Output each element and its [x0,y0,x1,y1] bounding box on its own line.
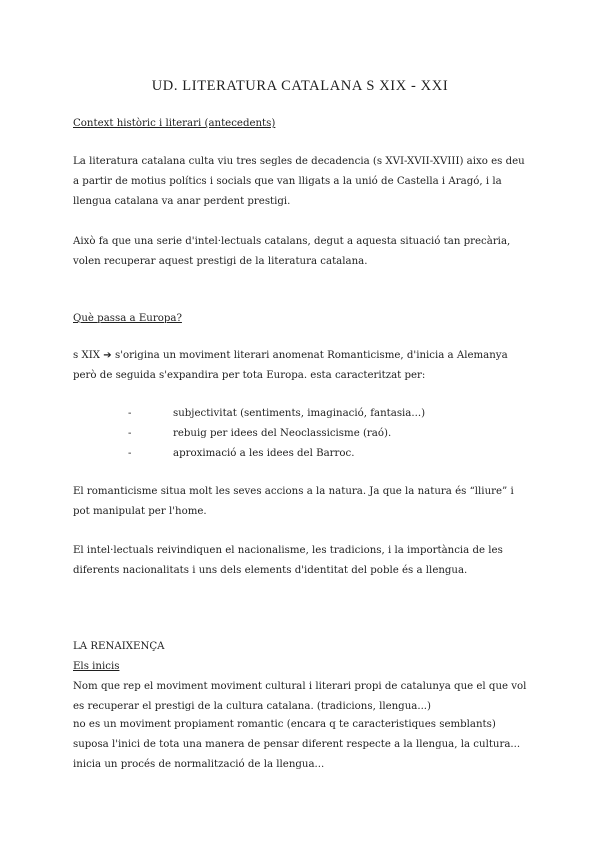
list-item-text: subjectivitat (sentiments, imaginació, fantasia...) [173,408,426,419]
section-heading-context: Context històric i literari (antecedents) [73,118,276,129]
paragraph-intellectuals: Això fa que una serie d'intel·lectuals catalans, degut a aquesta situació tan precària, volen recuperar aquest prestigi de la literatura catalana. [73,236,511,267]
paragraph-romanticism: s XIX ➔ s'origina un moviment literari anomenat Romanticisme, d'inicia a Alemanya però de seguida s'expandira per tota Europa. esta caracteritzat per: [73,350,508,381]
list-item-text: aproximació a les idees del Barroc. [173,448,355,459]
romanticism-traits-list [128,404,528,464]
bullet-dash: - [128,408,132,419]
paragraph-new-thinking: suposa l'inici de tota una manera de pensar diferent respecte a la llengua, la cultura... inicia un procés de normalització de la llengua... [73,739,521,770]
paragraph-renaixenca-definition: Nom que rep el moviment moviment cultural i literari propi de catalunya que el que vol es recuperar el prestigi de la cultura catalana. (tradicions, llengua...) [73,681,527,712]
section-heading-renaixenca: LA RENAIXENÇA [73,641,165,652]
paragraph-nationalism: El intel·lectuals reivindiquen el nacionalisme, les tradicions, i la importància de les diferents nacionalitats i uns dels elements d'identitat del poble és a llengua. [73,545,503,576]
list-item [128,404,528,424]
subheading-els-inicis: Els inicis [73,661,120,672]
list-item [128,424,528,444]
paragraph-decadence: La literatura catalana culta viu tres segles de decadencia (s XVI-XVII-XVIII) aixo es deu a partir de motius polítics i socials que van lligats a la unió de Castella i Aragó, i la llengua catalana va anar perdent prestigi. [73,156,525,207]
paragraph-not-romantic: no es un moviment propiament romantic (encara q te caracteristiques semblants) [73,719,496,730]
bullet-dash: - [128,448,132,459]
paragraph-nature: El romanticisme situa molt les seves accions a la natura. Ja que la natura és “lliure” i pot manipulat per l'home. [73,486,514,517]
list-item [128,444,528,464]
bullet-dash: - [128,428,132,439]
document-title: UD. LITERATURA CATALANA S XIX - XXI [151,78,449,94]
section-heading-europe: Què passa a Europa? [73,313,182,324]
list-item-text: rebuig per idees del Neoclassicisme (raó). [173,428,392,439]
